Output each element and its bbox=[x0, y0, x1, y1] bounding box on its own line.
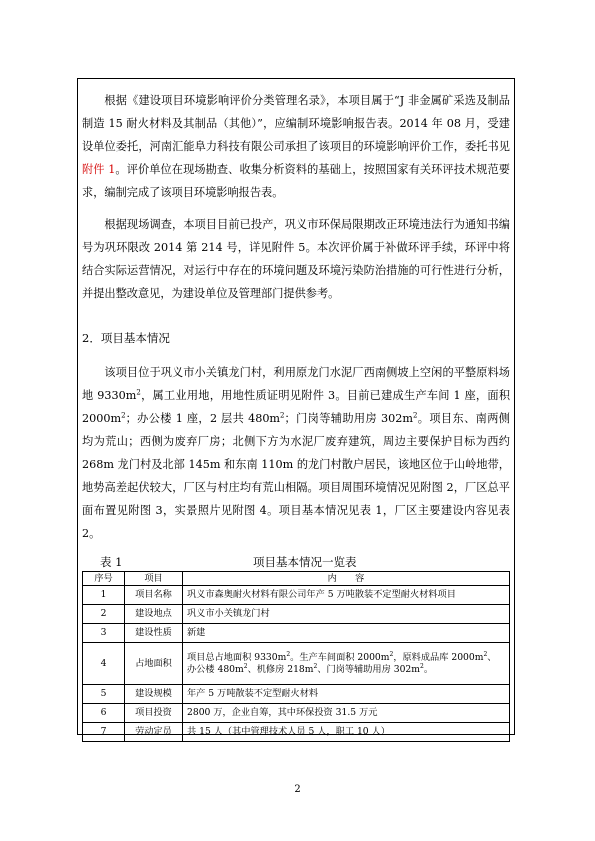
row-item: 项目名称 bbox=[125, 586, 183, 605]
row-item: 占地面积 bbox=[125, 643, 183, 685]
row-item: 项目投资 bbox=[125, 704, 183, 723]
header-no: 序号 bbox=[83, 572, 125, 586]
row-no: 4 bbox=[83, 643, 125, 685]
row-content: 项目总占地面积 $9330m^2$。生产车间面积 $2000m^2$，原料成品库 $2000m^2$、办公楼 $480m^2$、机修房 $218m^2$、门岗等辅助用房 $302m^2$。 bbox=[183, 643, 510, 685]
page-number: 2 bbox=[294, 784, 301, 795]
table-row bbox=[83, 643, 510, 685]
header-item: 项目 bbox=[125, 572, 183, 586]
intro-paragraph-1: 根据《建设项目环境影响评价分类管理名录》，本项目属于“J 非金属矿采选及制品制造 15 耐火材料及其制品（其他）”，应编制环境影响报告表。2014 年 08 月，受建设单位委托，河南汇能阜力科技有限公司承担了该项目的环境影响评价工作，委托书见附件 1。评价单位在现场勘查、收集分析资料的基础上，按照国家有关环评技术规范要求，编制完成了该项目环境影响报告表。 bbox=[82, 94, 510, 199]
table-1-label: 表 1 bbox=[100, 555, 123, 569]
section-2-paragraph: 该项目位于巩义市小关镇龙门村，利用原龙门水泥厂西南侧坡上空闲的平整原料场地 $9330m^2$，属工业用地，用地性质证明见附件 3。目前已建成生产车间 1 座，面积 $2000m^2$；办公楼 1 座，2 层共 $480m^2$；门岗等辅助用房 $302m^2$。项目东、南两侧均为荒山；西侧为废弃厂房；北侧下方为水泥厂废弃建筑，周边主要保护目标为西约 268m 龙门村及北部 145m 和东南 110m 的龙门村散户居民，该地区位于山岭地带，地势高差起伏较大，厂区与村庄均有荒山相隔。项目周围环境情况见附图 2，厂区总平面布置见附图 3，实景照片见附图 4。项目基本情况见表 1，厂区主要建设内容见表 2。 bbox=[82, 366, 511, 540]
table-row bbox=[83, 624, 510, 643]
table-row bbox=[83, 605, 510, 624]
table-row bbox=[83, 723, 510, 742]
row-content: 巩义市小关镇龙门村 bbox=[183, 605, 510, 624]
row-content: 共 15 人（其中管理技术人员 5 人，职工 10 人） bbox=[183, 723, 510, 742]
row-item: 建设性质 bbox=[125, 624, 183, 643]
row-no: 2 bbox=[83, 605, 125, 624]
row-content: 巩义市森奥耐火材料有限公司年产 5 万吨散装不定型耐火材料项目 bbox=[183, 586, 510, 605]
table-row bbox=[83, 685, 510, 704]
row-no: 3 bbox=[83, 624, 125, 643]
row-item: 建设地点 bbox=[125, 605, 183, 624]
row-no: 1 bbox=[83, 586, 125, 605]
table-row bbox=[83, 704, 510, 723]
section-2-title: 2．项目基本情况 bbox=[82, 331, 170, 345]
table-row bbox=[83, 586, 510, 605]
intro-paragraph-2: 根据现场调查，本项目目前已投产，巩义市环保局限期改正环境违法行为通知书编号为巩环限改 2014 第 214 号，详见附件 5。本次评价属于补做环评手续，环评中将结合实际运营情况，对运行中存在的环境问题及环境污染防治措施的可行性进行分析，并提出整改意见，为建设单位及管理部门提供参考。 bbox=[82, 218, 510, 300]
table-header-row bbox=[83, 572, 510, 586]
row-no: 6 bbox=[83, 704, 125, 723]
project-info-table bbox=[82, 571, 510, 742]
row-item: 劳动定员 bbox=[125, 723, 183, 742]
row-content: 2800 万，企业自筹，其中环保投资 31.5 万元 bbox=[183, 704, 510, 723]
row-content: 新建 bbox=[183, 624, 510, 643]
row-item: 建设规模 bbox=[125, 685, 183, 704]
row-content: 年产 5 万吨散装不定型耐火材料 bbox=[183, 685, 510, 704]
row-no: 7 bbox=[83, 723, 125, 742]
row-no: 5 bbox=[83, 685, 125, 704]
table-1-title: 项目基本情况一览表 bbox=[253, 555, 357, 569]
header-content: 内 容 bbox=[183, 572, 510, 586]
attachment-1-link[interactable]: 附件 1 bbox=[82, 163, 116, 176]
